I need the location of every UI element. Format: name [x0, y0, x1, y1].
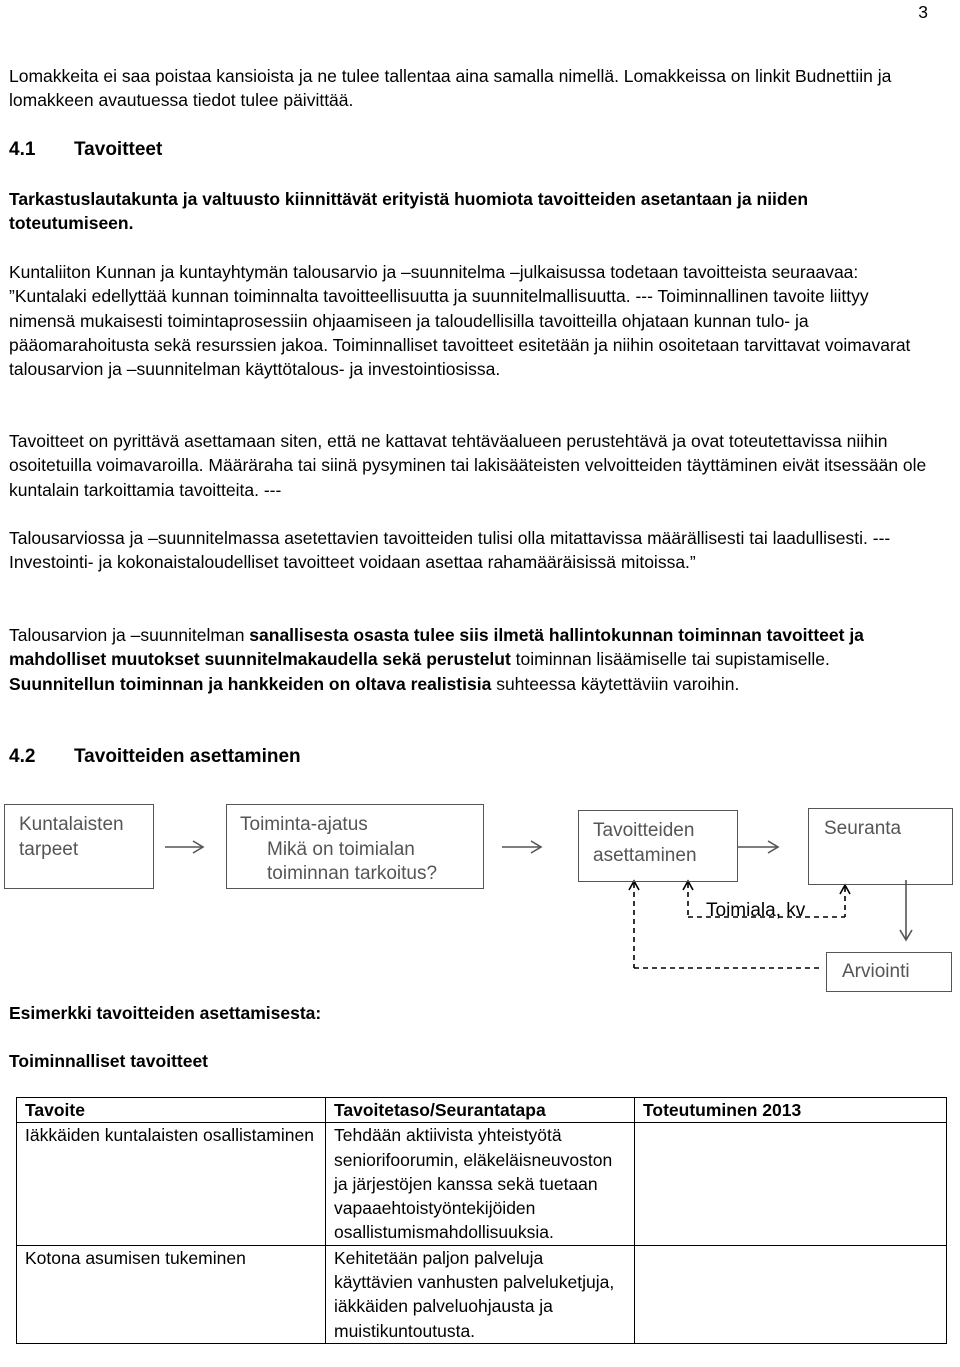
intro-paragraph: Lomakkeita ei saa poistaa kansioista ja ne tulee tallentaa aina samalla nimellä. Lomakkeissa on linkit Budnettiin ja lomakkeen avautuessa tiedot tulee päivittää. — [9, 66, 892, 111]
section-42-title: Tavoitteiden asettaminen — [73, 746, 301, 767]
box-seuranta-label: Seuranta — [824, 818, 902, 839]
box-tavoitteiden-asettaminen — [578, 810, 738, 882]
section-42-number: 4.2 — [9, 746, 36, 767]
example-heading: Esimerkki tavoitteiden asettamisesta: — [9, 1003, 322, 1023]
talousarviossa-paragraph: Talousarviossa ja –suunnitelmassa asetettavien tavoitteiden tulisi olla mitattavissa määrällisesti tai laadullisesti. --- Investointi- ja kokonaistaloudelliset tavoitteet voidaan asettaa rahamääräisissä mitoissa.” — [9, 528, 891, 573]
tavoitteet-paragraph: Tavoitteet on pyrittävä asettamaan siten, että ne kattavat tehtäväalueen perustehtävä ja ovat toteutettavissa niihin osoitetuilla voimavaroilla. Määräraha tai siinä pysyminen tai lakisääteisten velvoitteiden täyttäminen eivät itsessään ole kuntalain tarkoittamia tavoitteita. --- — [9, 431, 927, 500]
box-kuntalaisten-tarpeet — [4, 804, 154, 889]
mixed-bold-2: Suunnitellun toiminnan ja hankkeiden on oltava realistisia — [9, 673, 492, 694]
box-kuntalaisten-tarpeet-label: Kuntalaisten tarpeet — [19, 814, 124, 860]
goals-table — [16, 1097, 947, 1344]
box-toiminta-ajatus — [226, 804, 484, 889]
table-header-cell: Tavoite — [17, 1098, 326, 1123]
section-41-number: 4.1 — [9, 139, 36, 160]
table-header-row — [17, 1098, 947, 1123]
kuntaliitto-paragraph: Kuntaliiton Kunnan ja kuntayhtymän talousarvio ja –suunnitelma –julkaisussa todetaan tavoitteista seuraavaa: ”Kuntalaki edellyttää kunnan toiminnalta tavoitteellisuutta ja suunnitelmallisuutta. --- Toiminnallinen tavoite liittyy nimensä mukaisesti toimintaprosessiin ohjaamiseen ja taloudellisilla tavoitteilla ohjataan kunnan tulo- ja pääomarahoitusta sekä resurssien jakoa. Toiminnalliset tavoitteet esitetään ja niihin osoitetaan tarvittavat voimavarat talousarvion ja –suunnitelman käyttötalous- ja investointiosissa. — [9, 262, 911, 380]
arrow-right-icon — [738, 841, 778, 853]
mixed-text-2: toiminnan lisäämiselle tai supistamiselle. — [510, 649, 830, 670]
arrow-right-icon — [502, 841, 541, 853]
label-toimiala-kv: Toimiala, kv — [706, 900, 806, 921]
mixed-paragraph — [9, 623, 929, 696]
page-number: 3 — [918, 2, 928, 22]
table-cell-toteutuminen — [635, 1245, 947, 1343]
table-cell-taso: Kehitetään paljon palveluja käyttävien vanhusten palveluketjuja, iäkkäiden palveluohjausta ja muistikuntoutusta. — [326, 1245, 635, 1343]
table-cell-taso: Tehdään aktiivista yhteistyötä seniorifoorumin, eläkeläisneuvoston ja järjestöjen kanssa sekä tuetaan vapaaehtoistyöntekijöiden osallistumismahdollisuuksia. — [326, 1123, 635, 1245]
table-cell-tavoite: Iäkkäiden kuntalaisten osallistaminen — [17, 1123, 326, 1245]
box-arviointi-label: Arviointi — [842, 961, 910, 982]
box-seuranta — [808, 808, 953, 885]
table-cell-toteutuminen — [635, 1123, 947, 1245]
mixed-text-1: Talousarvion ja –suunnitelman — [9, 625, 250, 645]
table-header-cell: Tavoitetaso/Seurantatapa — [326, 1098, 635, 1123]
section-41-title: Tavoitteet — [73, 139, 163, 160]
arrow-right-icon — [165, 841, 203, 853]
section-41-heading — [9, 138, 162, 162]
section-42-heading — [9, 745, 301, 769]
box-toiminta-ajatus-title: Toiminta-ajatus — [240, 814, 368, 835]
table-cell-tavoite: Kotona asumisen tukeminen — [17, 1245, 326, 1343]
box-arviointi — [826, 952, 952, 992]
table-row — [17, 1123, 947, 1245]
dashed-feedback-line — [634, 883, 845, 968]
mixed-bold-1: sanallisesta osasta tulee siis ilmetä hallintokunnan toiminnan tavoitteet ja mahdolliset muutokset suunnitelmakaudella sekä perustelut — [9, 625, 864, 670]
box-toiminta-ajatus-line2: Mikä on toimialan — [267, 839, 415, 860]
mixed-text-3: suhteessa käytettäviin varoihin. — [491, 673, 740, 694]
box-tavoitteiden-asettaminen-label: Tavoitteiden asettaminen — [593, 820, 697, 866]
box-toiminta-ajatus-line3: toiminnan tarkoitus? — [267, 863, 438, 884]
subheading-toiminnalliset: Toiminnalliset tavoitteet — [9, 1051, 209, 1071]
arrow-down-icon — [900, 880, 912, 940]
table-header-cell: Toteutuminen 2013 — [635, 1098, 947, 1123]
table-row — [17, 1245, 947, 1343]
bold-paragraph: Tarkastuslautakunta ja valtuusto kiinnittävät erityistä huomiota tavoitteiden asetantaan ja niiden toteutumiseen. — [9, 189, 809, 234]
